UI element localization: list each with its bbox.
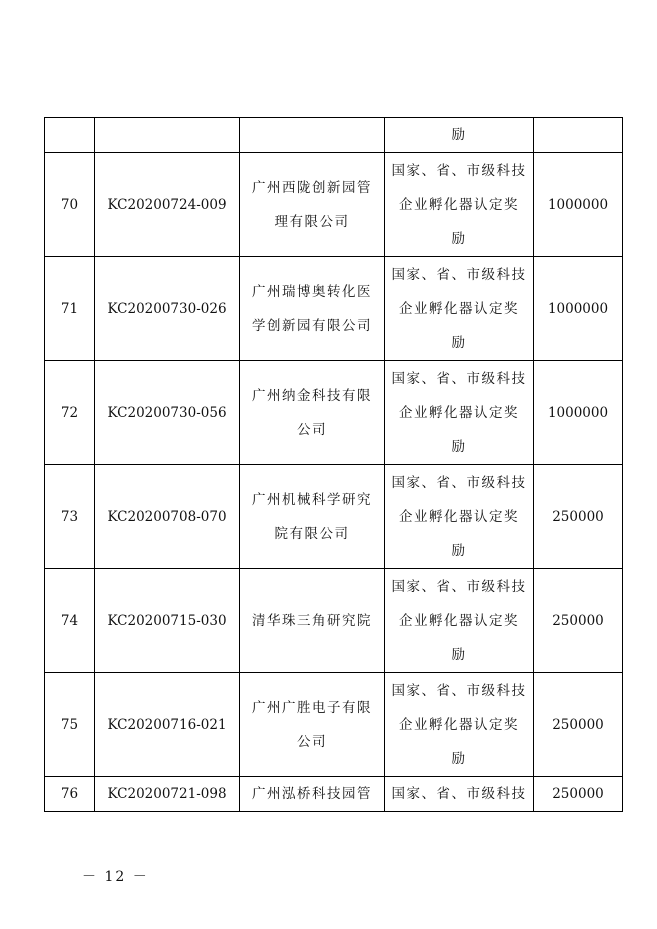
company-line: 广州机械科学研究 [252, 491, 372, 508]
cell-code: KC20200715-030 [95, 569, 240, 673]
cell-award-type [385, 153, 534, 257]
award-type-line: 国家、省、市级科技 [391, 162, 527, 179]
table-row-continued [45, 118, 623, 153]
cell-code: KC20200730-056 [95, 361, 240, 465]
cell-code: KC20200721-098 [95, 777, 240, 812]
table-row [45, 465, 623, 569]
cell-no: 75 [45, 673, 95, 777]
award-table-body [45, 118, 623, 812]
award-type-line: 企业孵化器认定奖 [399, 300, 519, 317]
award-type-line: 国家、省、市级科技 [391, 474, 527, 491]
award-type-line: 励 [451, 334, 467, 351]
cell-no: 72 [45, 361, 95, 465]
company-line: 公司 [297, 421, 327, 438]
award-type-line: 励 [451, 230, 467, 247]
cell-company [240, 465, 385, 569]
award-type-line: 励 [451, 438, 467, 455]
award-type-line: 企业孵化器认定奖 [399, 508, 519, 525]
cell-amount: 250000 [534, 569, 623, 673]
company-line: 广州纳金科技有限 [252, 387, 372, 404]
page-number: － 12 － [82, 869, 149, 885]
company-line: 清华珠三角研究院 [252, 612, 372, 629]
table-row [45, 361, 623, 465]
company-line: 学创新园有限公司 [252, 317, 372, 334]
cell-code: KC20200724-009 [95, 153, 240, 257]
table-row [45, 257, 623, 361]
cell-company [240, 257, 385, 361]
cell-no: 74 [45, 569, 95, 673]
company-line: 广州瑞博奥转化医 [252, 283, 372, 300]
award-type-line: 企业孵化器认定奖 [399, 404, 519, 421]
cell-company: 广州泓桥科技园管 [240, 777, 385, 812]
cell-award-type: 励 [385, 118, 534, 153]
cell-company [240, 118, 385, 153]
award-type-line: 国家、省、市级科技 [391, 370, 527, 387]
cell-company [240, 361, 385, 465]
table-row [45, 569, 623, 673]
award-type-line: 企业孵化器认定奖 [399, 196, 519, 213]
cell-no: 73 [45, 465, 95, 569]
cell-amount: 1000000 [534, 361, 623, 465]
cell-code: KC20200716-021 [95, 673, 240, 777]
cell-amount [534, 118, 623, 153]
cell-no: 70 [45, 153, 95, 257]
cell-amount: 250000 [534, 777, 623, 812]
award-type-line: 国家、省、市级科技 [391, 578, 527, 595]
cell-company [240, 153, 385, 257]
cell-amount: 1000000 [534, 153, 623, 257]
award-type-line: 国家、省、市级科技 [391, 266, 527, 283]
cell-award-type [385, 465, 534, 569]
table-row [45, 153, 623, 257]
cell-company [240, 673, 385, 777]
cell-code: KC20200730-026 [95, 257, 240, 361]
company-line: 广州西陇创新园管 [252, 179, 372, 196]
company-line: 公司 [297, 733, 327, 750]
company-line: 理有限公司 [274, 213, 350, 230]
cell-company [240, 569, 385, 673]
cell-award-type [385, 569, 534, 673]
cell-award-type [385, 257, 534, 361]
cell-code [95, 118, 240, 153]
award-type-line: 励 [451, 646, 467, 663]
company-line: 广州广胜电子有限 [252, 699, 372, 716]
cell-no: 76 [45, 777, 95, 812]
cell-amount: 250000 [534, 465, 623, 569]
cell-award-type [385, 673, 534, 777]
award-type-line: 励 [451, 542, 467, 559]
award-type-line: 国家、省、市级科技 [391, 682, 527, 699]
cell-amount: 1000000 [534, 257, 623, 361]
cell-award-type: 国家、省、市级科技 [385, 777, 534, 812]
award-type-line: 励 [451, 750, 467, 767]
table-row [45, 673, 623, 777]
award-type-line: 企业孵化器认定奖 [399, 612, 519, 629]
award-table [44, 117, 623, 812]
cell-code: KC20200708-070 [95, 465, 240, 569]
company-line: 院有限公司 [274, 525, 350, 542]
cell-award-type [385, 361, 534, 465]
cell-no: 71 [45, 257, 95, 361]
award-type-line: 企业孵化器认定奖 [399, 716, 519, 733]
cell-no [45, 118, 95, 153]
table-row-partial [45, 777, 623, 812]
cell-amount: 250000 [534, 673, 623, 777]
